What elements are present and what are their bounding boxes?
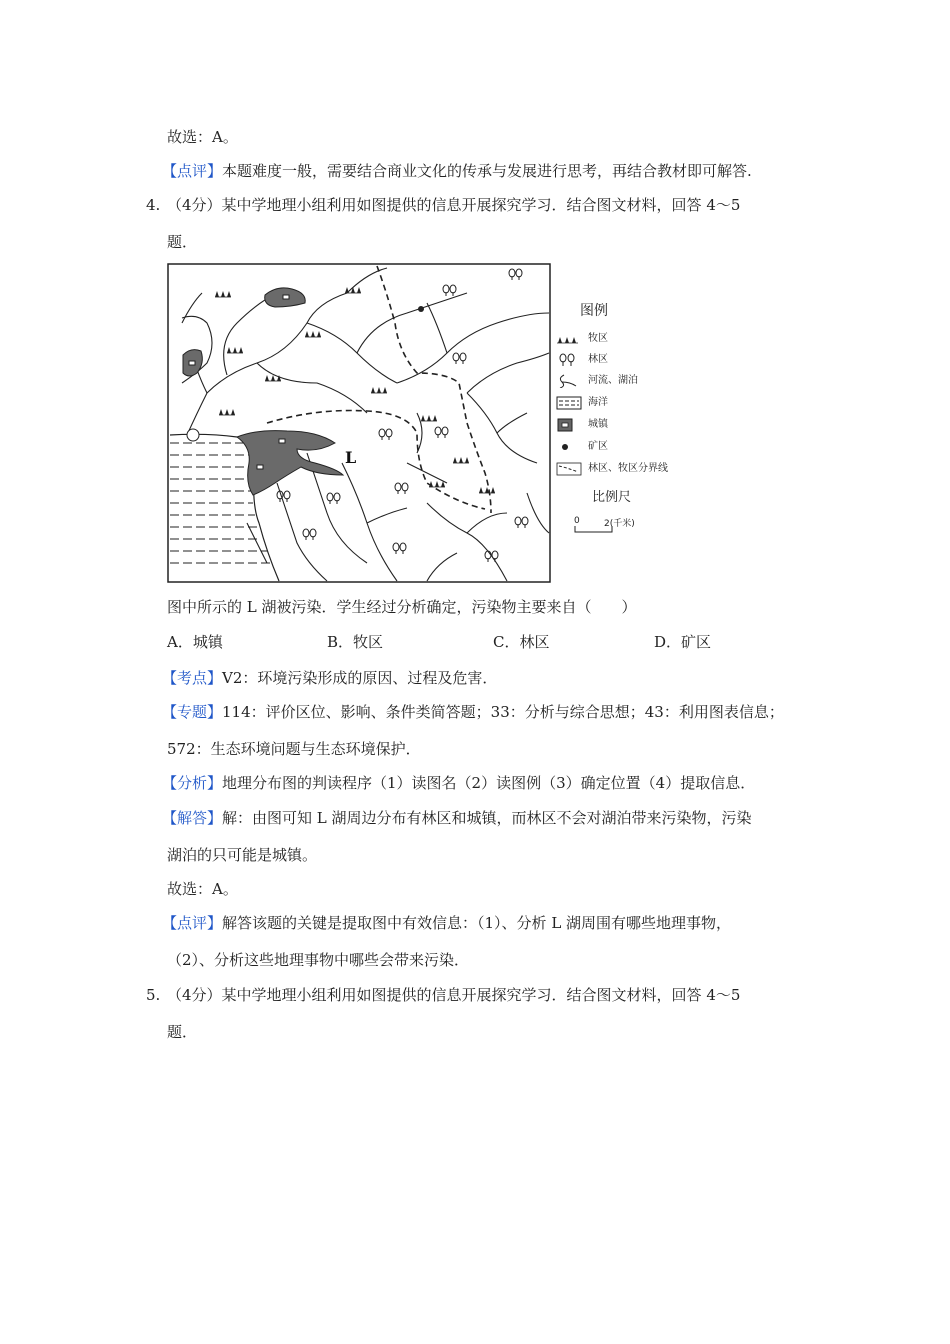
jieda-text-2: 湖泊的只可能是城镇。 xyxy=(167,846,318,864)
comment-tag: 【点评】 xyxy=(162,162,223,180)
jieda-text-1: 解：由图可知 L 湖周边分布有林区和城镇，而林区不会对湖泊带来污染物，污染 xyxy=(222,809,752,827)
zhuanti-text-1: 114：评价区位、影响、条件类简答题；33：分析与综合思想；43：利用图表信息； xyxy=(222,703,784,721)
kaodian-text: V2：环境污染形成的原因、过程及危害． xyxy=(222,669,498,687)
town-icon-west xyxy=(189,361,195,365)
question-text: 图中所示的 L 湖被污染．学生经过分析确定，污染物主要来自（ ） xyxy=(167,598,637,616)
zhuanti-text-2: 572：生态环境问题与生态环境保护． xyxy=(167,740,421,758)
town-icon-south xyxy=(257,465,263,469)
land-use-map xyxy=(167,263,551,583)
kaodian xyxy=(162,668,497,688)
comment-text: 本题难度一般，需要结合商业文化的传承与发展进行思考，再结合教材即可解答. xyxy=(222,162,752,180)
question-stem-line2: 题． xyxy=(167,233,198,251)
option-d: D．矿区 xyxy=(654,633,712,651)
jieda-tag: 【解答】 xyxy=(162,809,223,827)
tree-icon xyxy=(556,353,582,367)
boundary-icon xyxy=(556,462,582,476)
mine-icon xyxy=(418,306,424,312)
town-icon-north xyxy=(283,295,289,299)
scale-text: 2(千米) xyxy=(604,519,635,529)
pasture-icon xyxy=(556,332,582,346)
lake-label: L xyxy=(345,448,357,467)
question-number: 4. xyxy=(146,196,161,214)
scale-zero: 0 xyxy=(574,516,580,526)
legend-title: 图例 xyxy=(580,303,608,319)
dianping-text-2: （2）、分析这些地理事物中哪些会带来污染． xyxy=(167,951,470,969)
kaodian-tag: 【考点】 xyxy=(162,669,223,687)
fenxi xyxy=(162,773,755,793)
question-stem-line1: （4分）某中学地理小组利用如图提供的信息开展探究学习．结合图文材料，回答 4～5 xyxy=(167,196,741,214)
q3-answer: 故选：A。 xyxy=(167,128,238,146)
q3-comment xyxy=(162,161,752,181)
q4-answer: 故选：A。 xyxy=(167,880,238,898)
dianping-tag: 【点评】 xyxy=(162,914,223,932)
scale-title: 比例尺 xyxy=(592,490,632,505)
fenxi-text: 地理分布图的判读程序（1）读图名（2）读图例（3）确定位置（4）提取信息． xyxy=(222,774,756,792)
option-c: C．林区 xyxy=(493,633,550,651)
river-icon xyxy=(556,374,582,388)
question-5-stem-line1: （4分）某中学地理小组利用如图提供的信息开展探究学习．结合图文材料，回答 4～5 xyxy=(167,986,741,1004)
option-b: B．牧区 xyxy=(327,633,384,651)
map-frame xyxy=(168,264,550,582)
town-icon xyxy=(556,418,582,432)
river-mouth-icon xyxy=(187,429,199,441)
question-5-number: 5. xyxy=(146,986,161,1004)
option-a: A．城镇 xyxy=(167,633,223,651)
scale-bar xyxy=(574,526,614,534)
town-icon-center xyxy=(279,439,285,443)
fenxi-tag: 【分析】 xyxy=(162,774,223,792)
mine-icon-legend xyxy=(556,440,582,454)
ocean-icon xyxy=(556,396,582,410)
map-legend: 图例 牧区 林区 河流、湖泊 海洋 城镇 矿区 林区、牧区分界线 比例尺 0 2(千米) xyxy=(554,300,714,540)
question-5-stem-line2: 题． xyxy=(167,1023,198,1041)
dianping xyxy=(162,913,731,933)
jieda xyxy=(162,808,752,828)
dianping-text-1: 解答该题的关键是提取图中有效信息：（1）、分析 L 湖周围有哪些地理事物， xyxy=(222,914,732,932)
zhuanti-tag: 【专题】 xyxy=(162,703,223,721)
zhuanti xyxy=(162,702,784,722)
